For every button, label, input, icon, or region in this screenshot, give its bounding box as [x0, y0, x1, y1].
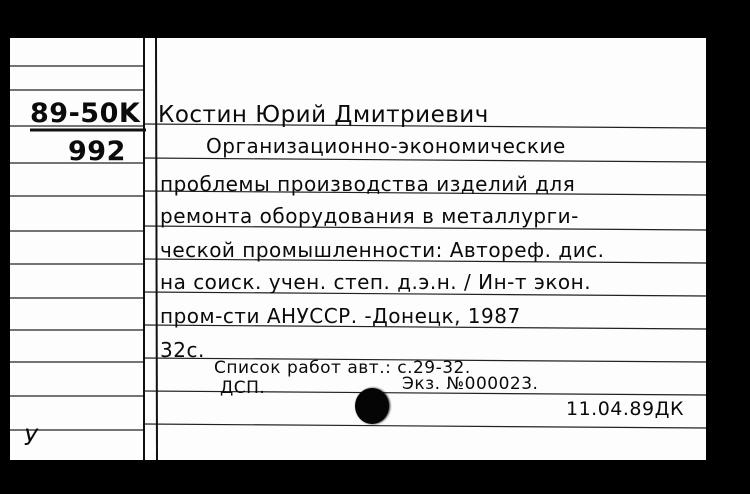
margin-line [156, 38, 157, 460]
catalog-card [10, 38, 706, 460]
title-line-6: пром-сти АНУССР. -Донецк, 1987 [160, 304, 521, 328]
corner-mark: У [24, 426, 38, 451]
title-line-2: проблемы производства изделий для [160, 172, 576, 196]
call-number: 89-50K [30, 98, 141, 129]
author-name: Костин Юрий Дмитриевич [158, 102, 489, 128]
ruled-line [144, 158, 706, 162]
copy-number: Экз. №000023. [402, 374, 539, 394]
title-line-1: Организационно-экономические [206, 134, 566, 158]
title-line-3: ремонта оборудования в металлурги- [160, 204, 579, 228]
ruled-line [144, 424, 706, 428]
bibliography-note: Список работ авт.: с.29-32. [214, 358, 471, 378]
title-line-7: 32с. [160, 338, 205, 362]
access-mark: ДСП. [220, 378, 266, 398]
title-line-5: на соиск. учен. степ. д.э.н. / Ин-т экон. [160, 270, 592, 294]
title-line-4: ческой промышленности: Автореф. дис. [160, 238, 605, 262]
card-date: 11.04.89ДК [566, 398, 684, 420]
sub-number: 992 [68, 136, 126, 167]
ink-blot [355, 388, 389, 424]
